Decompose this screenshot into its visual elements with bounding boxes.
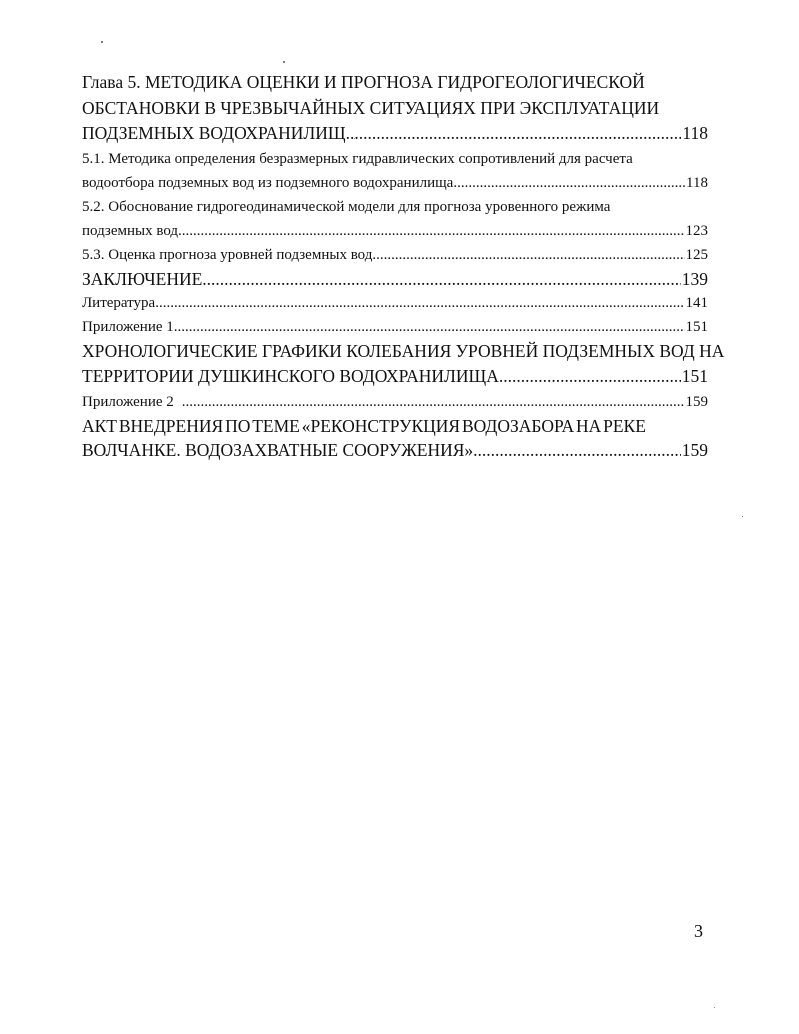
leader-dots	[178, 219, 684, 243]
page-number: 3	[694, 921, 703, 941]
leader-dots	[499, 364, 681, 390]
leader-dots	[346, 121, 682, 147]
conclusion-page-number: 139	[681, 268, 708, 289]
act-page-number: 159	[681, 440, 708, 460]
section52-title-text: подземных вод	[82, 222, 179, 239]
leader-dots	[372, 243, 684, 267]
scan-speck	[742, 516, 743, 517]
appendix2-title: Приложение 2	[82, 393, 174, 410]
chapter5-page-number: 118	[682, 123, 708, 143]
act-word: ТЕМЕ	[252, 415, 300, 436]
chapter5-title-line2: ОБСТАНОВКИ В ЧРЕЗВЫЧАЙНЫХ СИТУАЦИЯХ ПРИ ЭКСПЛУАТАЦИИ	[82, 97, 660, 118]
section53-entry	[82, 243, 708, 267]
section53-page-number: 125	[685, 246, 708, 263]
leader-dots	[473, 439, 681, 461]
scan-speck	[714, 1007, 715, 1008]
act-word: «РЕКОНСТРУКЦИЯ	[301, 415, 461, 436]
conclusion-entry	[82, 267, 708, 291]
appendix1-entry	[82, 315, 708, 339]
literature-title: Литература	[82, 294, 156, 311]
literature-entry	[82, 291, 708, 315]
section51-title-text: водоотбора подземных вод из подземного водохранилища	[82, 174, 454, 191]
scan-speck	[101, 41, 103, 43]
act-title-text: ВОЛЧАНКЕ. ВОДОЗАХВАТНЫЕ СООРУЖЕНИЯ»	[82, 440, 474, 460]
act-title-line2	[82, 439, 708, 461]
section51-title-line2	[82, 171, 708, 195]
section52-page-number: 123	[685, 222, 708, 239]
leader-dots	[202, 267, 680, 291]
chapter5-title-text: ПОДЗЕМНЫХ ВОДОХРАНИЛИЩ	[82, 123, 346, 143]
act-word: ВОДОЗАБОРА	[461, 415, 575, 436]
appendix2-entry	[82, 390, 708, 414]
scan-speck	[283, 61, 285, 63]
charts-title-text: ТЕРРИТОРИИ ДУШКИНСКОГО ВОДОХРАНИЛИЩА	[82, 366, 499, 386]
section51-page-number: 118	[686, 174, 708, 191]
act-word: НА	[575, 415, 602, 436]
appendix1-page-number: 151	[685, 318, 708, 335]
section52-title-line1: 5.2. Обоснование гидрогеодинамической модели для прогноза уровенного режима	[82, 198, 611, 215]
scan-speck	[354, 138, 355, 139]
charts-title-line1: ХРОНОЛОГИЧЕСКИЕ ГРАФИКИ КОЛЕБАНИЯ УРОВНЕЙ ПОДЗЕМНЫХ ВОД НА	[82, 340, 725, 361]
section52-title-line2	[82, 219, 708, 243]
conclusion-title: ЗАКЛЮЧЕНИЕ	[82, 268, 203, 289]
appendix2-page-number: 159	[685, 393, 708, 410]
leader-dots	[453, 171, 685, 195]
act-title-line1	[82, 414, 708, 440]
section53-title-text: 5.3. Оценка прогноза уровней подземных вод	[82, 246, 373, 263]
literature-page-number: 141	[685, 294, 708, 311]
leader-dots	[174, 315, 685, 339]
charts-title-line2	[82, 364, 708, 390]
act-word: ПО	[225, 415, 251, 436]
leader-dots	[182, 390, 685, 414]
appendix1-title: Приложение 1	[82, 318, 174, 335]
table-of-contents	[82, 70, 725, 461]
section51-title-line1: 5.1. Методика определения безразмерных гидравлических сопротивлений для расчета	[82, 150, 633, 167]
leader-dots	[155, 291, 684, 315]
chapter5-title-line3	[82, 121, 708, 147]
act-word: ВНЕДРЕНИЯ	[118, 415, 224, 436]
act-word: АКТ	[82, 415, 117, 436]
charts-page-number: 151	[681, 366, 708, 386]
chapter5-title-line1: Глава 5. МЕТОДИКА ОЦЕНКИ И ПРОГНОЗА ГИДРОГЕОЛОГИЧЕСКОЙ	[82, 72, 645, 92]
act-word: РЕКЕ	[603, 415, 646, 436]
